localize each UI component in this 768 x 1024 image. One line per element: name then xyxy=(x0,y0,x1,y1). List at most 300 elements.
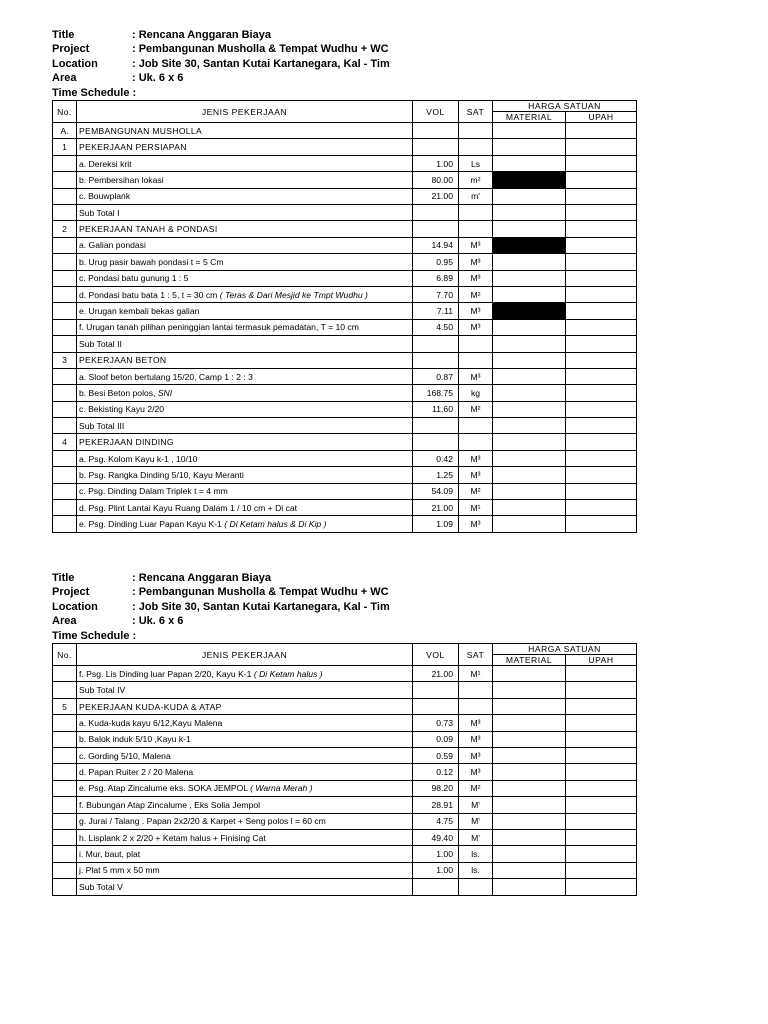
cell-no xyxy=(53,368,77,384)
cell-description xyxy=(77,188,413,204)
area-label: Area xyxy=(52,72,77,85)
cell-description xyxy=(77,303,413,319)
cell-upah xyxy=(566,682,637,698)
col-sat-header: SAT xyxy=(459,644,493,666)
cell-upah xyxy=(566,418,637,434)
cell-upah xyxy=(566,401,637,417)
description-text: Sub Total V xyxy=(79,881,123,892)
cell-no xyxy=(53,715,77,731)
section-row xyxy=(53,698,637,714)
table-row xyxy=(53,500,637,516)
cell-unit: M³ xyxy=(459,254,493,270)
cell-description xyxy=(77,862,413,878)
cell-unit: M¹ xyxy=(459,666,493,682)
cell-no xyxy=(53,467,77,483)
cell-upah xyxy=(566,123,637,139)
cell-description xyxy=(77,682,413,698)
description-text: Sub Total II xyxy=(79,338,122,349)
cell-no xyxy=(53,862,77,878)
cell-unit: M³ xyxy=(459,747,493,763)
rab-block-2 xyxy=(52,571,636,896)
cell-volume: 0.42 xyxy=(413,450,459,466)
location-label: Location xyxy=(52,600,98,613)
table-row xyxy=(53,715,637,731)
cell-description xyxy=(77,747,413,763)
table-row xyxy=(53,254,637,270)
description-note: ( Teras & Dari Mesjid ke Tmpt Wudhu ) xyxy=(219,289,368,300)
cell-material xyxy=(493,715,566,731)
description-note: SNI xyxy=(157,387,173,398)
cell-upah xyxy=(566,747,637,763)
cell-upah xyxy=(566,846,637,862)
cell-upah xyxy=(566,270,637,286)
cell-unit: m' xyxy=(459,188,493,204)
cell-upah xyxy=(566,237,637,253)
cell-material xyxy=(493,270,566,286)
cell-upah xyxy=(566,797,637,813)
cell-material xyxy=(493,450,566,466)
cell-description xyxy=(77,797,413,813)
description-text: c. Psg. Dinding Dalam Triplek t = 4 mm xyxy=(79,486,228,497)
table-row xyxy=(53,155,637,171)
cell-volume: 168.75 xyxy=(413,385,459,401)
cell-no xyxy=(53,813,77,829)
cell-material xyxy=(493,188,566,204)
cell-no xyxy=(53,418,77,434)
cell-no xyxy=(53,270,77,286)
cell-material xyxy=(493,418,566,434)
cell-unit xyxy=(459,336,493,352)
cell-volume xyxy=(413,418,459,434)
description-text: a. Kuda-kuda kayu 6/12,Kayu Malena xyxy=(79,717,223,728)
cell-no xyxy=(53,401,77,417)
subtotal-row xyxy=(53,879,637,895)
table-row xyxy=(53,319,637,335)
cell-unit xyxy=(459,879,493,895)
doc-header xyxy=(52,571,636,643)
col-harga-header: HARGA SATUAN xyxy=(493,644,637,655)
table-row xyxy=(53,764,637,780)
cell-no xyxy=(53,204,77,220)
description-text: b. Urug pasir bawah pondasi t = 5 Cm xyxy=(79,256,224,267)
cell-unit: kg xyxy=(459,385,493,401)
cell-unit: M¹ xyxy=(459,500,493,516)
cell-upah xyxy=(566,483,637,499)
cell-description xyxy=(77,450,413,466)
cell-no xyxy=(53,797,77,813)
cell-volume xyxy=(413,336,459,352)
table-row xyxy=(53,780,637,796)
cell-description xyxy=(77,418,413,434)
cell-material xyxy=(493,731,566,747)
cell-volume: 6.89 xyxy=(413,270,459,286)
cell-description xyxy=(77,764,413,780)
cell-unit xyxy=(459,123,493,139)
title-label: Title xyxy=(52,572,75,584)
cell-unit: M² xyxy=(459,483,493,499)
cell-unit: M³ xyxy=(459,303,493,319)
table-row xyxy=(53,666,637,682)
cell-upah xyxy=(566,155,637,171)
cell-unit: M³ xyxy=(459,764,493,780)
cell-upah xyxy=(566,780,637,796)
cell-material xyxy=(493,780,566,796)
cell-description xyxy=(77,221,413,237)
cell-description xyxy=(77,286,413,302)
cell-description xyxy=(77,516,413,532)
cell-description xyxy=(77,780,413,796)
col-material-header: MATERIAL xyxy=(493,112,566,123)
col-upah-header: UPAH xyxy=(566,655,637,666)
cell-material xyxy=(493,123,566,139)
table-row xyxy=(53,467,637,483)
cell-material xyxy=(493,368,566,384)
cell-upah xyxy=(566,715,637,731)
description-text: c. Pondasi batu gunung 1 : 5 xyxy=(79,273,189,284)
cell-description xyxy=(77,401,413,417)
cell-material xyxy=(493,385,566,401)
table-row xyxy=(53,747,637,763)
cell-volume xyxy=(413,682,459,698)
cell-material xyxy=(493,204,566,220)
cell-description xyxy=(77,813,413,829)
cell-volume xyxy=(413,221,459,237)
cell-unit: M³ xyxy=(459,368,493,384)
doc-header xyxy=(52,28,636,100)
cell-description xyxy=(77,123,413,139)
col-sat-header: SAT xyxy=(459,101,493,123)
cell-volume: 0.09 xyxy=(413,731,459,747)
table-row xyxy=(53,286,637,302)
cell-volume xyxy=(413,879,459,895)
title-label: Title xyxy=(52,29,75,41)
cell-upah xyxy=(566,286,637,302)
cell-unit: M' xyxy=(459,829,493,845)
cell-unit xyxy=(459,139,493,155)
area-value: : Uk. 6 x 6 xyxy=(132,615,184,628)
cell-material xyxy=(493,352,566,368)
cell-unit: M' xyxy=(459,797,493,813)
cell-description xyxy=(77,237,413,253)
table-body-2 xyxy=(53,666,637,895)
cell-unit xyxy=(459,352,493,368)
cell-upah xyxy=(566,731,637,747)
cell-material xyxy=(493,829,566,845)
cell-volume: 4.75 xyxy=(413,813,459,829)
cell-upah xyxy=(566,172,637,188)
description-text: PEMBANGUNAN MUSHOLLA xyxy=(79,125,202,136)
location-label: Location xyxy=(52,57,98,70)
description-text: b. Psg. Rangka Dinding 5/10, Kayu Meranti xyxy=(79,469,244,480)
description-text: PEKERJAAN TANAH & PONDASI xyxy=(79,224,218,235)
cell-no: 1 xyxy=(53,139,77,155)
cell-material xyxy=(493,286,566,302)
cell-unit: M³ xyxy=(459,237,493,253)
section-row xyxy=(53,434,637,450)
description-text: g. Jurai / Talang . Papan 2x2/20 & Karpet + Seng polos l = 60 cm xyxy=(79,816,326,827)
cell-no xyxy=(53,172,77,188)
cell-volume: 1.25 xyxy=(413,467,459,483)
cell-material xyxy=(493,846,566,862)
cell-material xyxy=(493,797,566,813)
table-row xyxy=(53,385,637,401)
cell-volume: 4.50 xyxy=(413,319,459,335)
cell-no xyxy=(53,731,77,747)
cell-volume: 0.87 xyxy=(413,368,459,384)
cell-unit xyxy=(459,434,493,450)
col-jenis-header: JENIS PEKERJAAN xyxy=(77,101,413,123)
project-value: : Pembangunan Musholla & Tempat Wudhu + WC xyxy=(132,586,389,599)
cell-no xyxy=(53,516,77,532)
cell-upah xyxy=(566,336,637,352)
cell-volume: 0.73 xyxy=(413,715,459,731)
description-text: a. Galian pondasi xyxy=(79,240,146,251)
col-harga-header: HARGA SATUAN xyxy=(493,101,637,112)
cell-description xyxy=(77,666,413,682)
cell-description xyxy=(77,172,413,188)
cell-description xyxy=(77,155,413,171)
cell-unit: M³ xyxy=(459,516,493,532)
cell-unit xyxy=(459,418,493,434)
cell-unit: M² xyxy=(459,780,493,796)
description-note: ( Warna Merah ) xyxy=(250,783,313,794)
title-value: : Rencana Anggaran Biaya xyxy=(132,572,271,584)
cell-no: 2 xyxy=(53,221,77,237)
cell-description xyxy=(77,336,413,352)
cell-description xyxy=(77,204,413,220)
cell-upah xyxy=(566,467,637,483)
cell-description xyxy=(77,319,413,335)
cell-unit xyxy=(459,682,493,698)
cell-description xyxy=(77,731,413,747)
cell-no xyxy=(53,500,77,516)
cell-upah xyxy=(566,188,637,204)
cell-no: 3 xyxy=(53,352,77,368)
table-row xyxy=(53,846,637,862)
cell-material xyxy=(493,401,566,417)
cell-material xyxy=(493,747,566,763)
cell-material xyxy=(493,813,566,829)
table-row xyxy=(53,483,637,499)
table-row xyxy=(53,797,637,813)
subtotal-row xyxy=(53,682,637,698)
cell-no xyxy=(53,846,77,862)
cell-unit: M² xyxy=(459,401,493,417)
table-row xyxy=(53,813,637,829)
description-text: Sub Total III xyxy=(79,420,125,431)
description-text: e. Psg. Dinding Luar Papan Kayu K-1 xyxy=(79,519,225,530)
cell-material xyxy=(493,483,566,499)
cell-no xyxy=(53,780,77,796)
cell-no xyxy=(53,747,77,763)
cell-unit: M² xyxy=(459,286,493,302)
section-row xyxy=(53,139,637,155)
cell-upah xyxy=(566,221,637,237)
cell-volume: 14.94 xyxy=(413,237,459,253)
cell-unit: ls. xyxy=(459,862,493,878)
cell-volume xyxy=(413,139,459,155)
cell-material xyxy=(493,139,566,155)
cell-volume: 49.40 xyxy=(413,829,459,845)
rab-block-1 xyxy=(52,28,636,533)
table-row xyxy=(53,829,637,845)
description-text: c. Bekisting Kayu 2/20 xyxy=(79,404,165,415)
area-value: : Uk. 6 x 6 xyxy=(132,72,184,85)
cell-volume: 0.59 xyxy=(413,747,459,763)
cell-description xyxy=(77,385,413,401)
cell-unit: M' xyxy=(459,813,493,829)
cell-material xyxy=(493,500,566,516)
description-text: e. Urugan kembali bekas galian xyxy=(79,306,200,317)
description-text: f. Psg. Lis Dinding luar Papan 2/20, Kayu K-1 xyxy=(79,668,254,679)
cell-upah xyxy=(566,352,637,368)
col-jenis-header: JENIS PEKERJAAN xyxy=(77,644,413,666)
cell-volume: 0.95 xyxy=(413,254,459,270)
cell-material xyxy=(493,879,566,895)
cell-no xyxy=(53,336,77,352)
cost-table-2 xyxy=(52,643,637,895)
table-row xyxy=(53,368,637,384)
cell-upah xyxy=(566,862,637,878)
cell-upah xyxy=(566,698,637,714)
cell-description xyxy=(77,698,413,714)
table-row xyxy=(53,237,637,253)
area-label: Area xyxy=(52,615,77,628)
cell-no xyxy=(53,682,77,698)
cell-no: 5 xyxy=(53,698,77,714)
cell-upah xyxy=(566,254,637,270)
description-text: d. Pondasi batu bata 1 : 5, t = 30 cm xyxy=(79,289,220,300)
cell-no xyxy=(53,764,77,780)
cell-no xyxy=(53,450,77,466)
cell-no xyxy=(53,385,77,401)
cell-no xyxy=(53,483,77,499)
cell-no xyxy=(53,303,77,319)
cell-no: 4 xyxy=(53,434,77,450)
cell-unit: M³ xyxy=(459,715,493,731)
cell-unit: Ls xyxy=(459,155,493,171)
cell-volume: 21.00 xyxy=(413,500,459,516)
description-text: PEKERJAAN PERSIAPAN xyxy=(79,142,187,153)
cell-unit: M³ xyxy=(459,731,493,747)
cell-material xyxy=(493,254,566,270)
cell-material-redacted xyxy=(493,303,566,319)
table-row xyxy=(53,862,637,878)
cell-description xyxy=(77,434,413,450)
cell-unit: M³ xyxy=(459,467,493,483)
cell-upah xyxy=(566,385,637,401)
cell-no xyxy=(53,237,77,253)
cell-no xyxy=(53,155,77,171)
cell-material xyxy=(493,516,566,532)
description-text: a. Dereksi krit xyxy=(79,158,132,169)
description-text: a. Psg. Kolom Kayu k-1 , 10/10 xyxy=(79,453,198,464)
cell-no: A. xyxy=(53,123,77,139)
description-text: b. Besi Beton polos, xyxy=(79,387,158,398)
cell-material xyxy=(493,155,566,171)
cell-description xyxy=(77,846,413,862)
cell-upah xyxy=(566,319,637,335)
cell-upah xyxy=(566,434,637,450)
table-row xyxy=(53,450,637,466)
table-row xyxy=(53,516,637,532)
location-value: : Job Site 30, Santan Kutai Kartanegara, Kal - Tim xyxy=(132,57,390,70)
cell-upah xyxy=(566,500,637,516)
cell-no xyxy=(53,286,77,302)
cell-volume: 1.00 xyxy=(413,862,459,878)
description-text: b. Pembersihan lokasi xyxy=(79,174,164,185)
cell-no xyxy=(53,829,77,845)
cell-description xyxy=(77,829,413,845)
description-text: Sub Total IV xyxy=(79,685,126,696)
cell-upah xyxy=(566,764,637,780)
cell-upah xyxy=(566,204,637,220)
table-body-1 xyxy=(53,123,637,533)
cell-upah xyxy=(566,516,637,532)
description-text: c. Gording 5/10, Malena xyxy=(79,750,171,761)
cell-material xyxy=(493,682,566,698)
cell-upah xyxy=(566,450,637,466)
cell-volume: 7.11 xyxy=(413,303,459,319)
cell-material xyxy=(493,467,566,483)
description-text: c. Bouwplank xyxy=(79,191,131,202)
cell-material xyxy=(493,764,566,780)
cell-upah xyxy=(566,829,637,845)
cell-volume xyxy=(413,123,459,139)
time-schedule-label: Time Schedule : xyxy=(52,629,137,642)
cell-material-redacted xyxy=(493,237,566,253)
col-upah-header: UPAH xyxy=(566,112,637,123)
cell-material xyxy=(493,666,566,682)
cell-volume xyxy=(413,698,459,714)
description-text: f. Bubungan Atap Zincalume , Eks Solia Jempol xyxy=(79,799,261,810)
location-value: : Job Site 30, Santan Kutai Kartanegara, Kal - Tim xyxy=(132,600,390,613)
time-schedule-label: Time Schedule : xyxy=(52,86,137,99)
cell-volume: 11.60 xyxy=(413,401,459,417)
cell-material xyxy=(493,862,566,878)
cell-volume: 54.09 xyxy=(413,483,459,499)
table-row xyxy=(53,188,637,204)
cell-volume: 98.20 xyxy=(413,780,459,796)
section-row xyxy=(53,352,637,368)
description-text: f. Urugan tanah pilihan peninggian lantai termasuk pemadatan, T = 10 cm xyxy=(79,322,359,333)
cell-volume: 1.00 xyxy=(413,846,459,862)
subtotal-row xyxy=(53,418,637,434)
col-no-header: No. xyxy=(53,101,77,123)
cell-description xyxy=(77,500,413,516)
cell-material xyxy=(493,221,566,237)
table-row xyxy=(53,401,637,417)
description-text: b. Balok induk 5/10 ,Kayu k-1 xyxy=(79,734,191,745)
cell-unit: ls. xyxy=(459,846,493,862)
subtotal-row xyxy=(53,336,637,352)
section-row xyxy=(53,221,637,237)
col-material-header: MATERIAL xyxy=(493,655,566,666)
cell-description xyxy=(77,139,413,155)
cell-description xyxy=(77,352,413,368)
cell-volume xyxy=(413,204,459,220)
cell-material xyxy=(493,434,566,450)
cell-no xyxy=(53,188,77,204)
cell-no xyxy=(53,666,77,682)
description-text: d. Psg. Plint Lantai Kayu Ruang Dalam 1 / 10 cm + Di cat xyxy=(79,502,298,513)
description-text: i. Mur, baut, plat xyxy=(79,849,141,860)
col-vol-header: VOL xyxy=(413,644,459,666)
cell-description xyxy=(77,715,413,731)
cell-unit: M³ xyxy=(459,270,493,286)
project-label: Project xyxy=(52,586,90,599)
cell-volume: 7.70 xyxy=(413,286,459,302)
